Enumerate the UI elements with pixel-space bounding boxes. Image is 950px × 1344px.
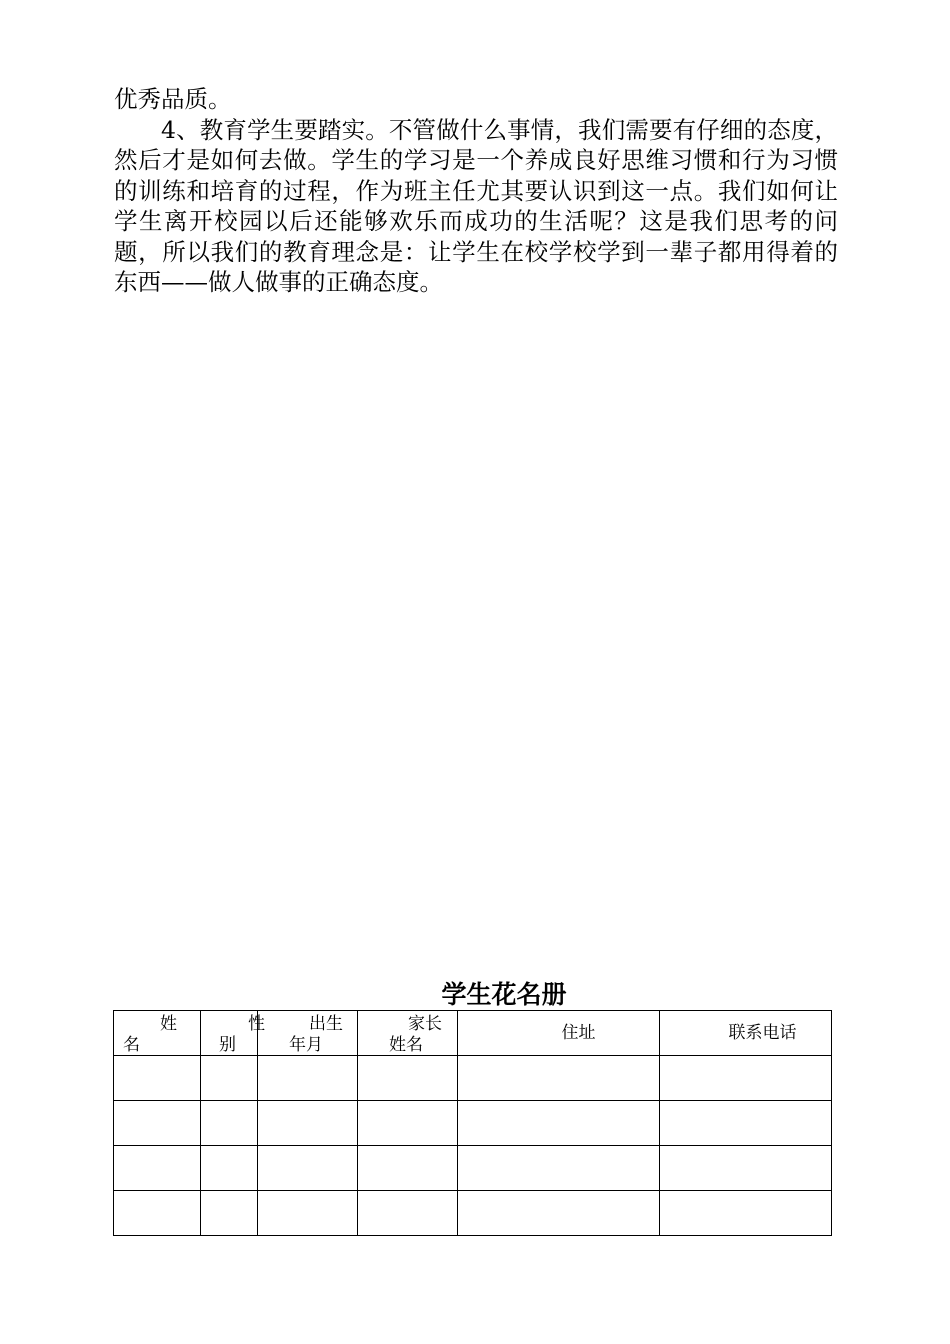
- cell-gender: [201, 1056, 258, 1101]
- cell-birth: [258, 1056, 358, 1101]
- cell-name: [114, 1191, 201, 1236]
- cell-birth: [258, 1146, 358, 1191]
- table-header-row: [114, 1011, 832, 1056]
- table-row: [114, 1056, 832, 1101]
- cell-name: [114, 1101, 201, 1146]
- cell-gender: [201, 1146, 258, 1191]
- cell-phone: [660, 1056, 832, 1101]
- cell-phone: [660, 1146, 832, 1191]
- cell-name: [114, 1056, 201, 1101]
- cell-gender: [201, 1191, 258, 1236]
- cell-parent: [358, 1191, 458, 1236]
- header-parent-name: 家长 姓名: [358, 1011, 458, 1056]
- table-row: [114, 1146, 832, 1191]
- paragraph-4: 4、教育学生要踏实。不管做什么事情，我们需要有仔细的态度，然后才是如何去做。学生的学习是一个养成良好思维习惯和行为习惯的训练和培育的过程，作为班主任尤其要认识到这一点。我们如何让学生离开校园以后还能够欢乐而成功的生活呢？这是我们思考的问题，所以我们的教育理念是：让学生在校学校学到一辈子都用得着的东西——做人做事的正确态度。: [114, 115, 838, 296]
- cell-address: [458, 1056, 660, 1101]
- paragraph-tail: 优秀品质。: [114, 85, 232, 113]
- cell-parent: [358, 1101, 458, 1146]
- table-row: [114, 1191, 832, 1236]
- header-birth: 出生 年月: [258, 1011, 358, 1056]
- cell-phone: [660, 1191, 832, 1236]
- header-phone: 联系电话: [660, 1011, 832, 1056]
- body-text: [114, 84, 838, 298]
- cell-birth: [258, 1191, 358, 1236]
- student-roster-table: [113, 1010, 832, 1236]
- cell-parent: [358, 1056, 458, 1101]
- cell-birth: [258, 1101, 358, 1146]
- header-name: 姓 名: [114, 1011, 201, 1056]
- roster-title: 学生花名册: [441, 980, 567, 1009]
- cell-address: [458, 1146, 660, 1191]
- table-row: [114, 1101, 832, 1146]
- cell-address: [458, 1191, 660, 1236]
- cell-phone: [660, 1101, 832, 1146]
- header-gender: 性 别: [201, 1011, 258, 1056]
- cell-parent: [358, 1146, 458, 1191]
- cell-address: [458, 1101, 660, 1146]
- header-address: 住址: [458, 1011, 660, 1056]
- cell-gender: [201, 1101, 258, 1146]
- cell-name: [114, 1146, 201, 1191]
